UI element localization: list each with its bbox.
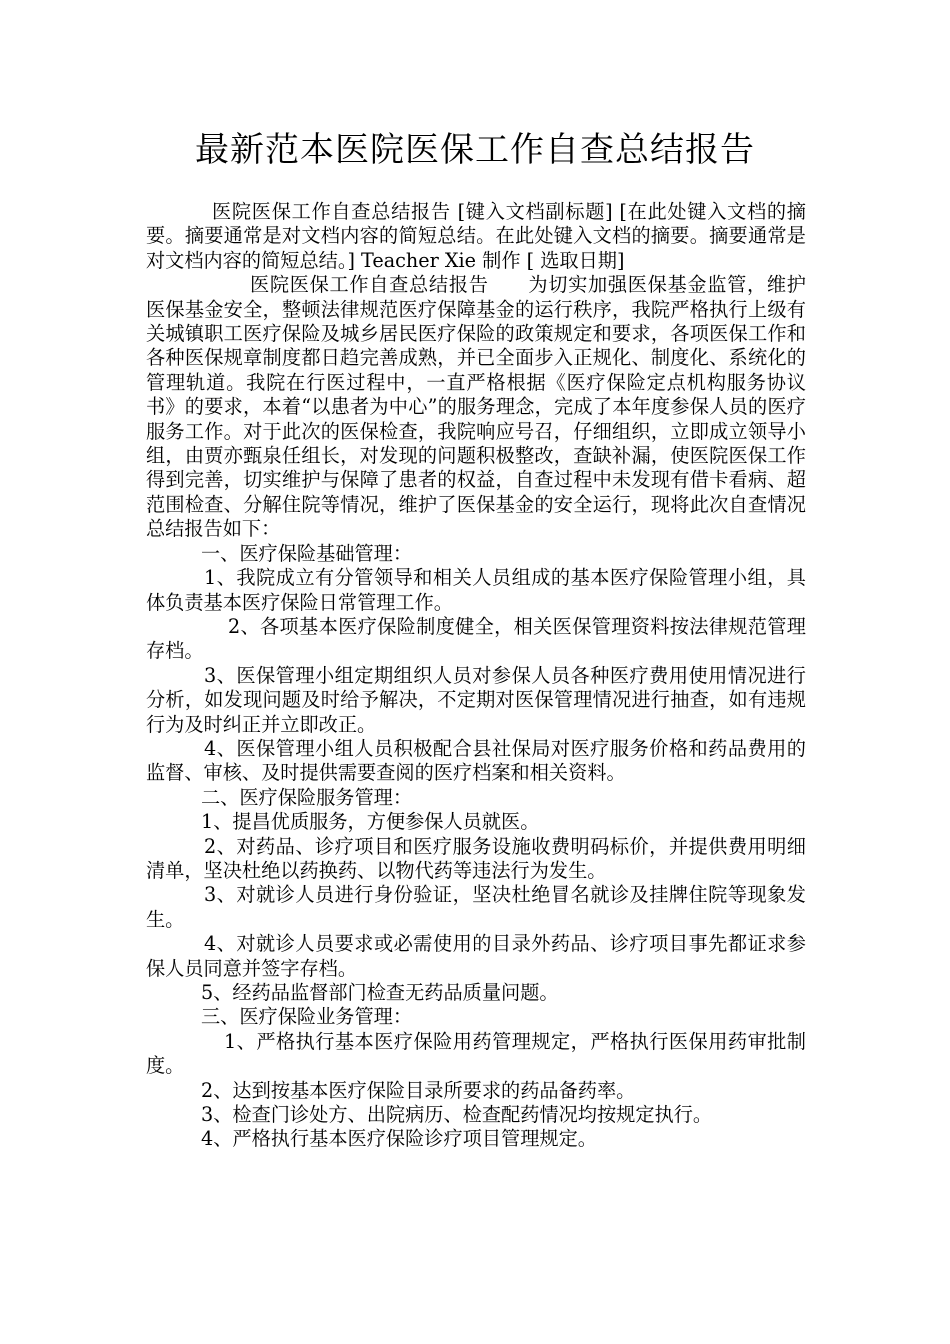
list-item: 4、对就诊人员要求或必需使用的目录外药品、诊疗项目事先都证求参保人员同意并签字存档。 [146,932,806,980]
list-item: 2、达到按基本医疗保险目录所要求的药品备药率。 [201,1078,636,1102]
list-item: 1、提昌优质服务，方便参保人员就医。 [201,810,540,834]
intro-paragraph: 医院医保工作自查总结报告 为切实加强医保基金监管，维护医保基金安全，整顿法律规范医疗保障基金的运行秩序，我院严格执行上级有关城镇职工医疗保险及城乡居民医疗保险的政策规定和要求，各项医保工作和各种医保规章制度都日趋完善成熟，并已全面步入正规化、制度化、系统化的管理轨道。我院在行医过程中，一直严格根据《医疗保险定点机构服务协议书》的要求，本着“以患者为中心”的服务理念，完成了本年度参保人员的医疗服务工作。对于此次的医保检查，我院响应号召，仔细组织，立即成立领导小组，由贾亦甄泉任组长，对发现的问题积极整改，查缺补漏，使医院医保工作得到完善，切实维护与保障了患者的权益，自查过程中未发现有借卡看病、超范围检查、分解住院等情况，维护了医保基金的安全运行，现将此次自查情况总结报告如下： [146,273,806,541]
list-item: 2、对药品、诊疗项目和医疗服务设施收费明码标价，并提供费用明细清单，坚决杜绝以药换药、以物代药等违法行为发生。 [146,834,806,882]
list-item: 5、经药品监督部门检查无药品质量问题。 [201,981,559,1004]
section-heading-2: 二、医疗保险服务管理： [201,785,413,809]
document-body [146,200,806,1152]
meta-paragraph: 医院医保工作自查总结报告 [键入文档副标题] [在此处键入文档的摘要。摘要通常是对文档内容的简短总结。在此处键入文档的摘要。摘要通常是对文档内容的简短总结。] Teacher Xie 制作 [ 选取日期] [146,200,806,272]
document-title: 最新范本医院医保工作自查总结报告 [195,130,755,170]
list-item: 4、严格执行基本医疗保险诊疗项目管理规定。 [201,1127,597,1151]
section-heading-1: 一、医疗保险基础管理： [201,541,413,565]
list-item: 3、对就诊人员进行身份验证，坚决杜绝冒名就诊及挂牌住院等现象发生。 [146,883,806,931]
list-item: 2、各项基本医疗保险制度健全，相关医保管理资料按法律规范管理存档。 [146,614,806,663]
list-item: 1、我院成立有分管领导和相关人员组成的基本医疗保险管理小组，具体负责基本医疗保险日常管理工作。 [146,566,806,614]
section-heading-3: 三、医疗保险业务管理： [201,1005,413,1029]
list-item: 3、检查门诊处方、出院病历、检查配药情况均按规定执行。 [201,1103,713,1127]
list-item: 1、严格执行基本医疗保险用药管理规定，严格执行医保用药审批制度。 [146,1029,806,1078]
list-item: 4、医保管理小组人员积极配合县社保局对医疗服务价格和药品费用的监督、审核、及时提供需要查阅的医疗档案和相关资料。 [146,736,806,785]
list-item: 3、医保管理小组定期组织人员对参保人员各种医疗费用使用情况进行分析，如发现问题及时给予解决，不定期对医保管理情况进行抽查，如有违规行为及时纠正并立即改正。 [146,663,806,736]
